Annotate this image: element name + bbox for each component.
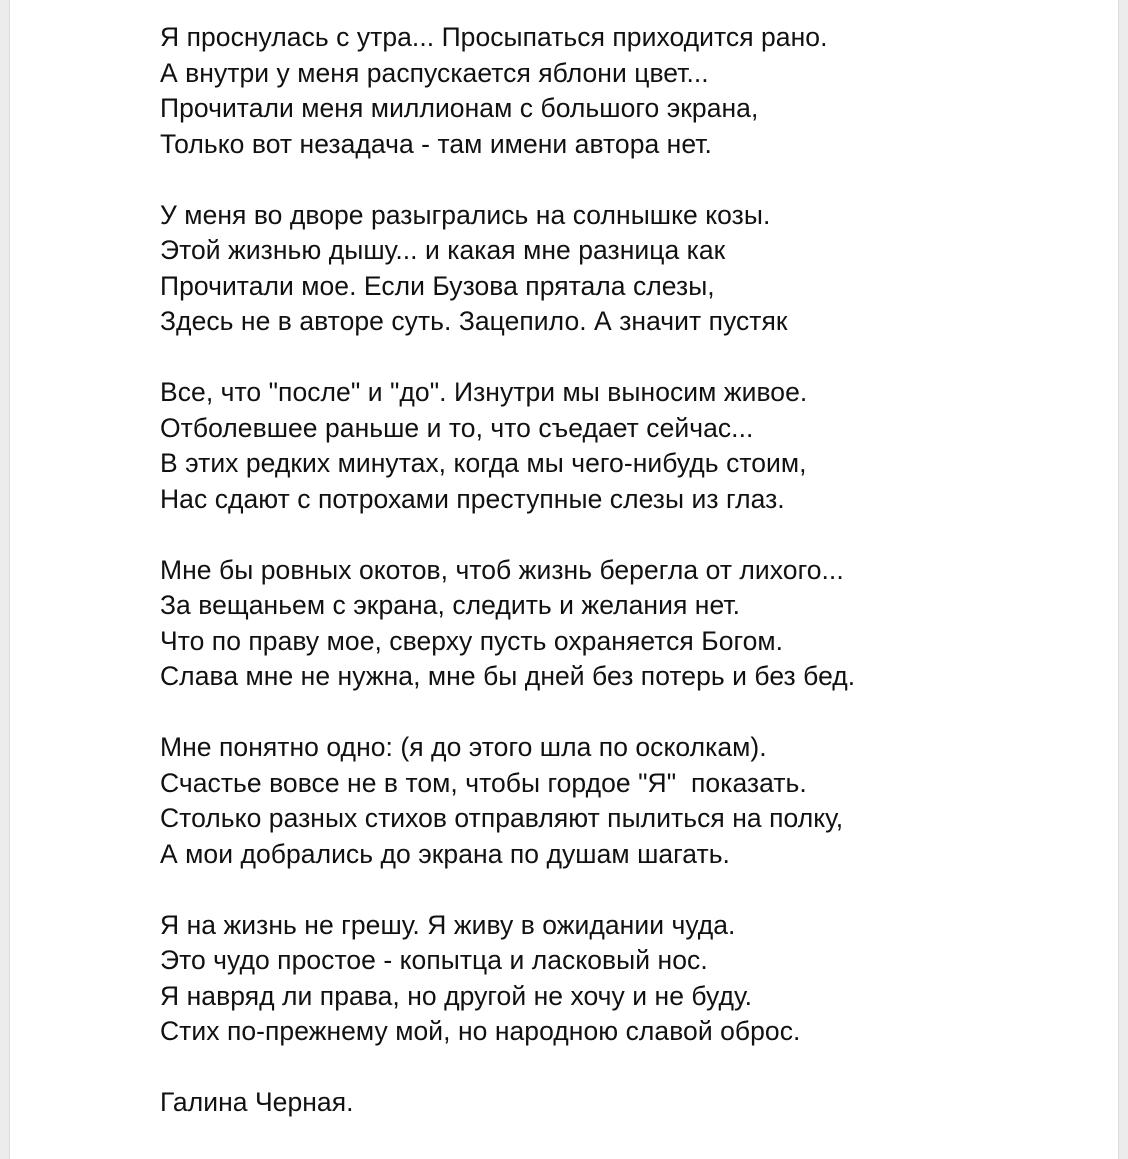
poem-line: Я на жизнь не грешу. Я живу в ожидании чуда. [160,909,736,940]
poem-line: Прочитали меня миллионам с большого экрана, [160,93,759,123]
poem-line: Мне бы ровных окотов, чтоб жизнь берегла от лихого... [160,554,844,585]
poem-line: Счастье вовсе не в том, чтобы гордое "Я" показать. [160,767,807,798]
poem-line: А внутри у меня распускается яблони цвет... [160,57,709,88]
stanza-2 [160,198,1090,340]
poem-text [160,20,1090,1121]
author-signature: Галина Черная. [160,1087,354,1117]
poem-line: Только вот незадача - там имени автора нет. [160,128,712,159]
poem-line: Я проснулась с утра... Просыпаться приходится рано. [160,22,828,52]
poem-line: В этих редких минутах, когда мы чего-нибудь стоим, [160,448,807,478]
poem-line: Отболевшее раньше и то, что съедает сейчас... [160,412,754,443]
poem-line: Я навряд ли права, но другой не хочу и не буду. [160,980,753,1011]
poem-line: Мне понятно одно: (я до этого шла по осколкам). [160,732,767,762]
poem-line: А мои добрались до экрана по душам шагать. [160,838,730,869]
stanza-3 [160,375,1090,517]
stanza-1 [160,20,1090,162]
poem-line: У меня во дворе разыгрались на солнышке козы. [160,199,771,230]
poem-line: Все, что "после" и "до". Изнутри мы выносим живое. [160,377,808,407]
poem-line: Нас сдают с потрохами преступные слезы из глаз. [160,483,785,514]
poem-line: Этой жизнью дышу... и какая мне разница как [160,235,726,265]
poem-line: Стих по-прежнему мой, но народною славой оброс. [160,1016,801,1046]
poem-line: Слава мне не нужна, мне бы дней без потерь и без бед. [160,661,856,691]
poem-line: За вещаньем с экрана, следить и желания нет. [160,590,741,620]
poem-line: Это чудо простое - копытца и ласковый нос. [160,945,708,975]
poem-line: Столько разных стихов отправляют пылиться на полку, [160,803,844,833]
stanza-6 [160,908,1090,1050]
stanza-4 [160,553,1090,695]
poem-line: Здесь не в авторе суть. Зацепило. А значит пустяк [160,306,788,336]
document-page [9,0,1119,1159]
stanza-5 [160,730,1090,872]
poem-line: Прочитали мое. Если Бузова прятала слезы, [160,270,715,301]
poem-line: Что по праву мое, сверху пусть охраняется Богом. [160,625,784,656]
